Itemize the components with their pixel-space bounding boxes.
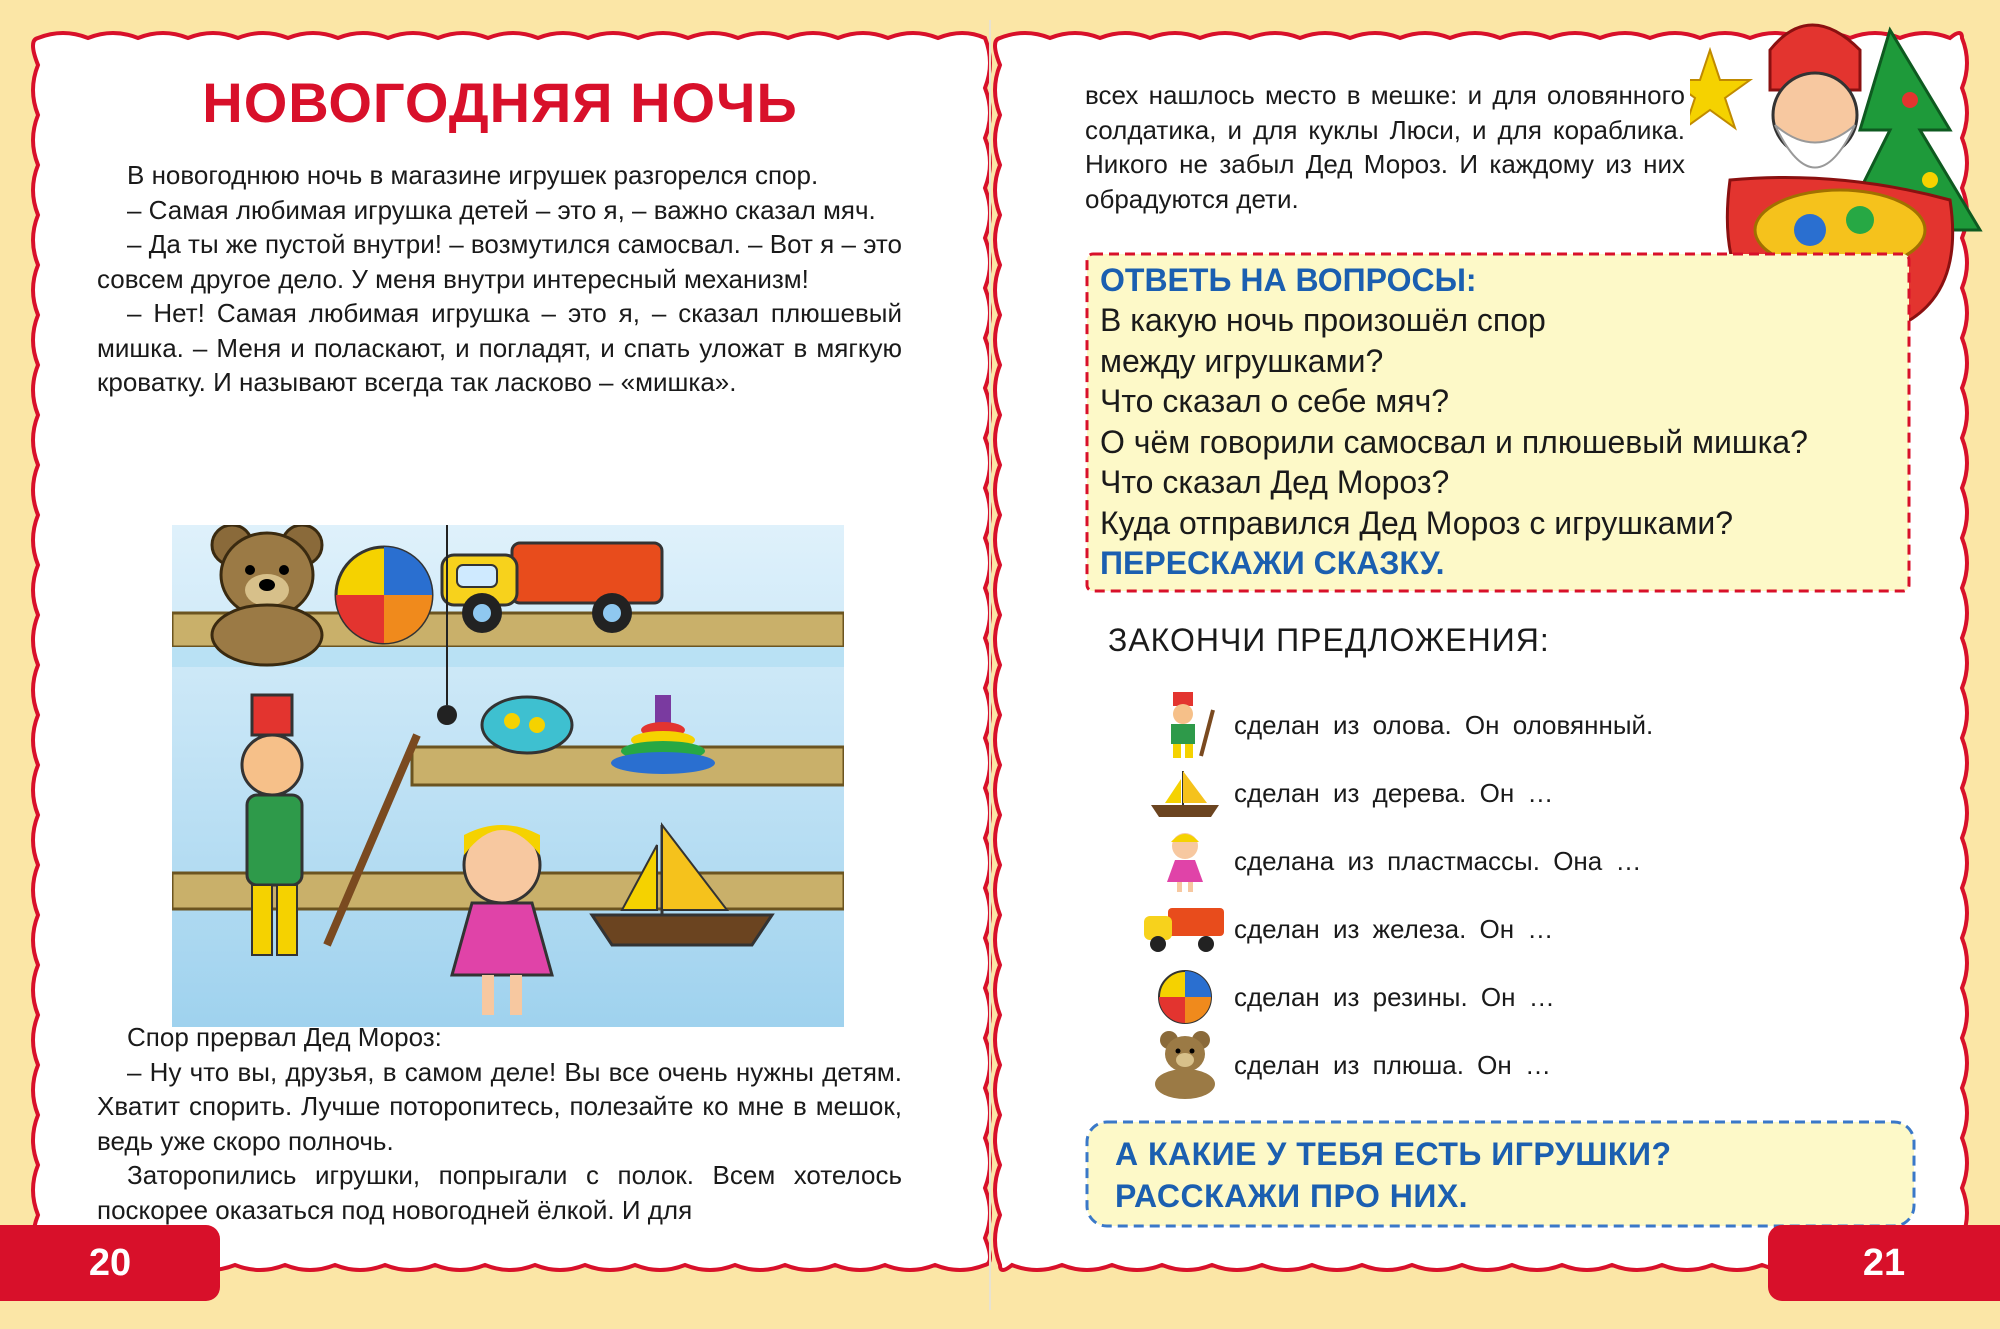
sentence-text: сделан из плюша. Он … (1234, 1049, 1551, 1080)
bear-icon (212, 525, 322, 665)
sentence-text: сделан из железа. Он … (1234, 913, 1554, 944)
story-paragraph: Спор прервал Дед Мороз: (127, 1022, 442, 1052)
page-number-left: 20 (0, 1225, 220, 1301)
question-line: Что сказал о себе мяч? (1100, 383, 1450, 419)
sentence-text: сделан из дерева. Он … (1234, 777, 1554, 808)
sentence-text: сделан из олова. Он оловянный. (1234, 709, 1654, 740)
question-line: В какую ночь произошёл спор (1100, 302, 1546, 338)
page-title: НОВОГОДНЯЯ НОЧЬ (202, 71, 798, 134)
sentence-row (1140, 964, 1555, 1030)
sentence-row (1140, 1032, 1551, 1098)
questions-box (1100, 260, 1900, 583)
story-continuation: всех нашлось место в мешке: и для оловянного солдатика, и для куклы Люси, и для кораблика. Никого не забыл Дед Мороз. И каждому из них обрадуются дети. (1085, 80, 1685, 214)
toys-question-box (1115, 1133, 1671, 1217)
toys-retell: РАССКАЖИ ПРО НИХ. (1115, 1178, 1469, 1214)
bear-icon (1140, 1032, 1230, 1098)
story-bottom (97, 1020, 902, 1227)
page-number-right: 21 (1768, 1225, 2000, 1301)
story-paragraph: – Нет! Самая любимая игрушка – это я, – сказал плюшевый мишка. – Меня и поласкают, и погладят, и спать уложат в мягкую кроватку. И называют всегда так ласково – «мишка». (97, 298, 902, 397)
sentence-text: сделан из резины. Он … (1234, 981, 1555, 1012)
spinning-top (482, 697, 572, 753)
story-paragraph: – Ну что вы, друзья, в самом деле! Вы все очень нужны детям. Хватит спорить. Лучше поторопитесь, полезайте ко мне в мешок, ведь уже скоро полночь. (97, 1056, 902, 1156)
story-paragraph: Заторопились игрушки, попрыгали с полок. Всем хотелось поскорее оказаться под новогодней ёлкой. И для (97, 1160, 902, 1225)
retell-instruction: ПЕРЕСКАЖИ СКАЗКУ. (1100, 545, 1445, 581)
truck-icon (1140, 896, 1230, 962)
sentence-text: сделана из пластмассы. Она … (1234, 845, 1642, 876)
finish-sentences-heading: ЗАКОНЧИ ПРЕДЛОЖЕНИЯ: (1108, 622, 1550, 658)
sentence-row (1140, 896, 1553, 962)
toy-shop-illustration (172, 525, 844, 1027)
ball-icon (1140, 964, 1230, 1030)
boat-icon (1140, 760, 1230, 826)
story-paragraph: – Да ты же пустой внутри! – возмутился самосвал. – Вот я – это совсем другое дело. У меня внутри интересный механизм! (97, 229, 902, 294)
toys-question: А КАКИЕ У ТЕБЯ ЕСТЬ ИГРУШКИ? (1115, 1136, 1672, 1172)
story-top (97, 158, 902, 400)
sentence-row (1140, 828, 1641, 894)
story-paragraph: – Самая любимая игрушка детей – это я, – важно сказал мяч. (127, 194, 876, 225)
questions-heading: ОТВЕТЬ НА ВОПРОСЫ: (1100, 262, 1477, 298)
story-paragraph: В новогоднюю ночь в магазине игрушек разгорелся спор. (127, 160, 819, 190)
question-line: между игрушками? (1100, 342, 1384, 379)
question-line: О чём говорили самосвал и плюшевый мишка? (1100, 423, 1808, 460)
sentence-row (1140, 692, 1653, 758)
ball-icon (336, 547, 432, 643)
sentence-row (1140, 760, 1553, 826)
question-line: Что сказал Дед Мороз? (1100, 464, 1450, 500)
soldier-icon (1140, 692, 1230, 758)
doll-icon (1140, 828, 1230, 894)
question-line: Куда отправился Дед Мороз с игрушками? (1100, 504, 1734, 541)
